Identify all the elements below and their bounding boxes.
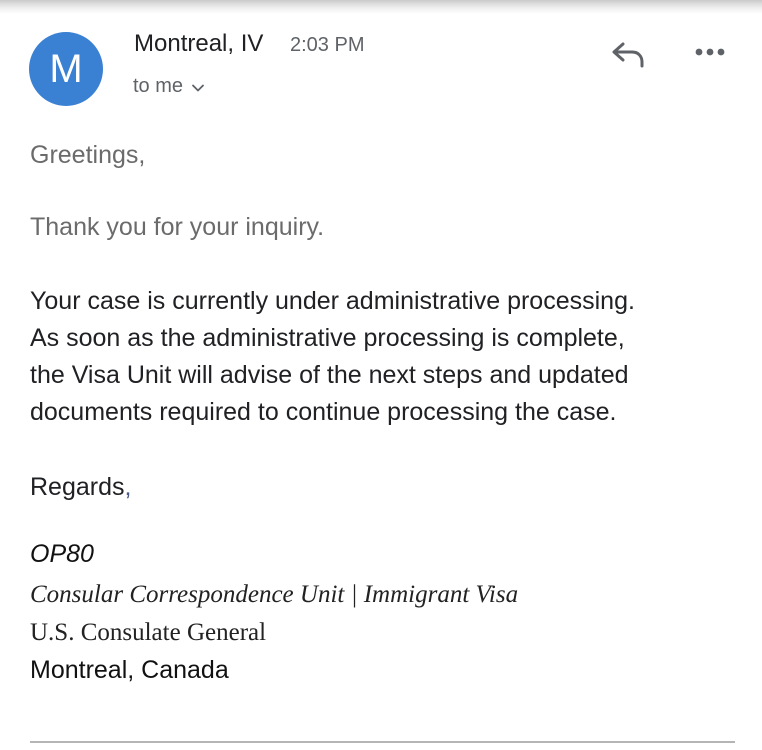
recipient-label: to me bbox=[133, 75, 184, 97]
body-line: As soon as the administrative processing is complete, bbox=[30, 324, 625, 352]
more-options-icon[interactable] bbox=[690, 42, 730, 62]
chevron-down-icon bbox=[191, 81, 205, 95]
signature-unit: Consular Correspondence Unit | Immigrant Visa bbox=[30, 581, 519, 608]
body-line: Your case is currently under administrative processing. bbox=[30, 287, 635, 315]
body-line: the Visa Unit will advise of the next steps and updated bbox=[30, 361, 629, 389]
sender-name[interactable]: Montreal, IV bbox=[134, 30, 264, 57]
signature-city: Montreal, Canada bbox=[30, 656, 229, 684]
recipient-details-toggle[interactable] bbox=[133, 75, 205, 98]
sender-avatar[interactable]: M bbox=[29, 32, 103, 106]
greeting: Greetings, bbox=[30, 141, 146, 169]
closing-word: Regards bbox=[30, 473, 125, 501]
signature-consulate: U.S. Consulate General bbox=[30, 619, 267, 646]
reply-icon[interactable] bbox=[608, 38, 648, 70]
closing-comma: , bbox=[124, 473, 132, 501]
body-line: documents required to continue processing the case. bbox=[30, 398, 617, 426]
thanks-line: Thank you for your inquiry. bbox=[30, 213, 325, 241]
signature-code: OP80 bbox=[30, 540, 94, 568]
bottom-divider bbox=[30, 741, 735, 743]
top-shadow bbox=[0, 0, 762, 14]
email-timestamp: 2:03 PM bbox=[290, 34, 365, 56]
closing bbox=[30, 469, 131, 506]
